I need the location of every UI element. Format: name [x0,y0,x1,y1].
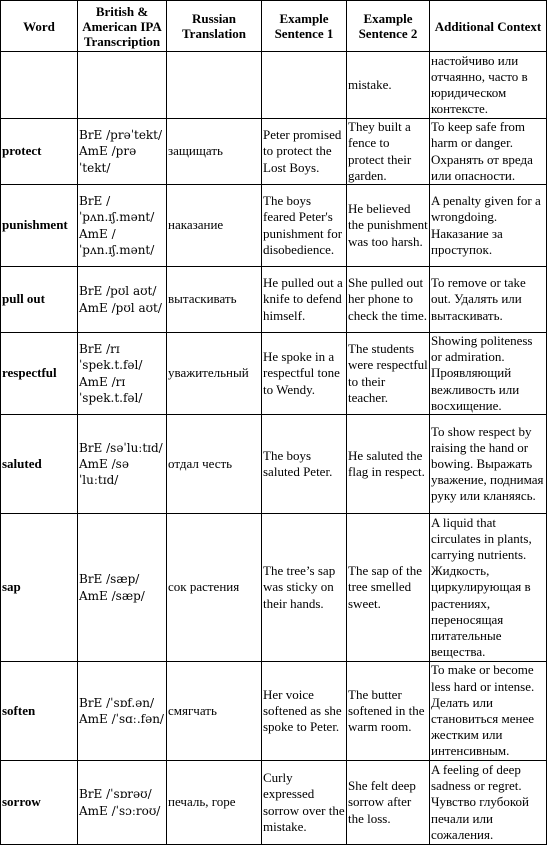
example-1-cell: The tree’s sap was sticky on their hands. [262,514,347,662]
header-example-2: Example Sentence 2 [347,1,430,52]
example-1-cell: The boys saluted Peter. [262,415,347,514]
table-header-row [1,1,547,52]
example-2-cell: The butter softened in the warm room. [347,662,430,761]
table-row [1,761,547,845]
context-cell: A penalty given for a wrongdoing. Наказание за проступок. [430,185,547,267]
word-cell: sorrow [1,761,78,845]
table-row [1,415,547,514]
word-cell: pull out [1,267,78,333]
word-cell: punishment [1,185,78,267]
example-2-cell: They built a fence to protect their garden. [347,119,430,185]
table-row [1,185,547,267]
example-2-cell: He believed the punishment was too harsh. [347,185,430,267]
word-cell: soften [1,662,78,761]
ipa-cell: BrE /ˈsɒrəʊ/ AmE /ˈsɔːroʊ/ [78,761,167,845]
ipa-cell: BrE /səˈluːtɪd/ AmE /səˈluːtɪd/ [78,415,167,514]
word-cell: saluted [1,415,78,514]
ipa-cell: BrE /ˈpʌn.ɪʃ.mənt/ AmE /ˈpʌn.ɪʃ.mənt/ [78,185,167,267]
header-ipa: British & American IPA Transcription [78,1,167,52]
table-row [1,52,547,119]
word-cell: protect [1,119,78,185]
example-2-cell: The students were respectful to their teacher. [347,333,430,415]
table-row [1,267,547,333]
context-cell: настойчиво или отчаянно, часто в юридическом контексте. [430,52,547,119]
example-1-cell: The boys feared Peter's punishment for disobedience. [262,185,347,267]
ipa-cell: BrE /pʊl aʊt/ AmE /pʊl aʊt/ [78,267,167,333]
context-cell: To keep safe from harm or danger. Охранять от вреда или опасности. [430,119,547,185]
context-cell: A feeling of deep sadness or regret. Чувство глубокой печали или сожаления. [430,761,547,845]
ipa-cell: BrE /prəˈtekt/ AmE /prəˈtekt/ [78,119,167,185]
table-row [1,333,547,415]
header-context: Additional Context [430,1,547,52]
context-cell: To remove or take out. Удалять или вытаскивать. [430,267,547,333]
context-cell: A liquid that circulates in plants, carrying nutrients. Жидкость, циркулирующая в растениях, переносящая питательные вещества. [430,514,547,662]
russian-cell: отдал честь [167,415,262,514]
example-1-cell: Curly expressed sorrow over the mistake. [262,761,347,845]
word-cell [1,52,78,119]
example-2-cell: She felt deep sorrow after the loss. [347,761,430,845]
russian-cell: защищать [167,119,262,185]
header-word: Word [1,1,78,52]
context-cell: To show respect by raising the hand or bowing. Выражать уважение, поднимая руку или кланяясь. [430,415,547,514]
ipa-cell: BrE /ˈsɒf.ən/ AmE /ˈsɑː.fən/ [78,662,167,761]
russian-cell [167,52,262,119]
example-2-cell: The sap of the tree smelled sweet. [347,514,430,662]
russian-cell: уважительный [167,333,262,415]
russian-cell: печаль, горе [167,761,262,845]
example-2-cell: She pulled out her phone to check the time. [347,267,430,333]
example-1-cell: Her voice softened as she spoke to Peter. [262,662,347,761]
word-cell: sap [1,514,78,662]
example-1-cell: Peter promised to protect the Lost Boys. [262,119,347,185]
example-2-cell: He saluted the flag in respect. [347,415,430,514]
table-row [1,514,547,662]
example-1-cell: He spoke in a respectful tone to Wendy. [262,333,347,415]
russian-cell: смягчать [167,662,262,761]
ipa-cell: BrE /sæp/ AmE /sæp/ [78,514,167,662]
russian-cell: вытаскивать [167,267,262,333]
russian-cell: сок растения [167,514,262,662]
example-1-cell [262,52,347,119]
russian-cell: наказание [167,185,262,267]
context-cell: To make or become less hard or intense. Делать или становиться менее жестким или интенсивным. [430,662,547,761]
ipa-cell [78,52,167,119]
header-example-1: Example Sentence 1 [262,1,347,52]
context-cell: Showing politeness or admiration. Проявляющий вежливость или восхищение. [430,333,547,415]
table-row [1,662,547,761]
example-2-cell: mistake. [347,52,430,119]
ipa-cell: BrE /rɪˈspek.t.fəl/ AmE /rɪˈspek.t.fəl/ [78,333,167,415]
table-row [1,119,547,185]
word-cell: respectful [1,333,78,415]
header-russian: Russian Translation [167,1,262,52]
example-1-cell: He pulled out a knife to defend himself. [262,267,347,333]
